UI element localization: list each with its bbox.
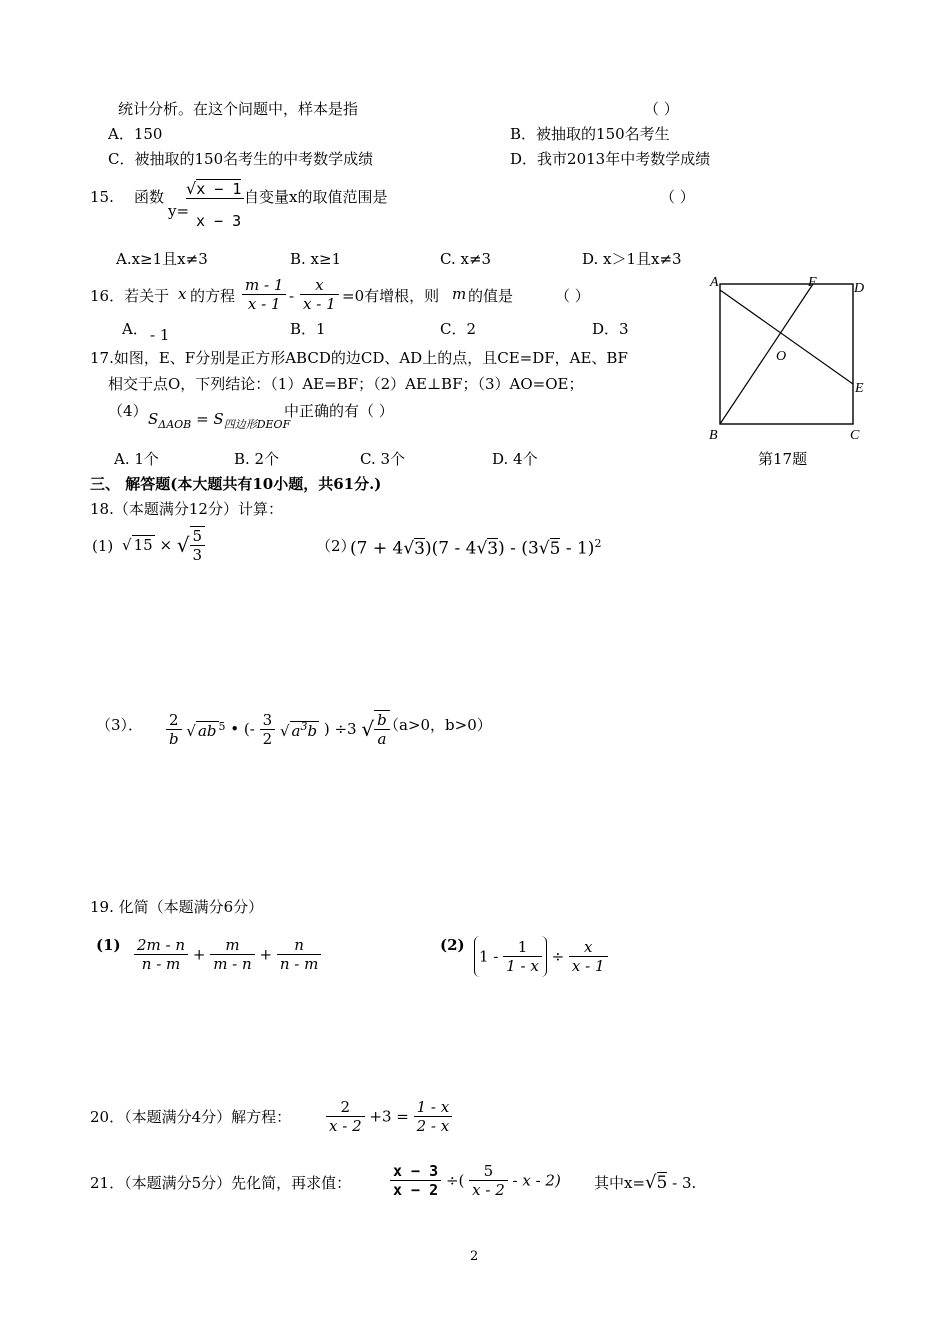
q21-divide: ÷( [445, 1171, 465, 1190]
q16-option-d: D．3 [592, 320, 629, 338]
q20-equation [326, 1098, 452, 1135]
q19-f1-den: n - m [141, 955, 181, 973]
q20-title: 20．（本题满分4分）解方程： [90, 1108, 292, 1126]
q18-title: 18.（本题满分12分）计算： [90, 500, 283, 518]
label-d: D [854, 281, 865, 296]
q20-f1-den: x - 2 [329, 1117, 362, 1135]
q20-plus: +3 = [369, 1107, 409, 1126]
q18-p3-frac2-num: 3 [260, 711, 276, 730]
sqrt-15: √ 15 [122, 536, 153, 554]
q17-line3-pre: （4） [108, 402, 148, 420]
q19-f4-num: 1 [503, 938, 542, 957]
q18-p1-radicand: 15 [133, 536, 153, 554]
q18-p2-radicand-2: 3 [487, 538, 499, 559]
q19-f3-den: n - m [279, 955, 319, 973]
q16-option-a-value: - 1 [150, 326, 170, 344]
q14-stem: 统计分析。在这个问题中，样本是指 [118, 100, 359, 118]
q19-f1-num: 2m - n [134, 936, 188, 955]
q16-x: x [178, 285, 187, 303]
q15-option-b: B. x≥1 [290, 250, 342, 268]
q17-line3-post: 中正确的有（ ） [284, 402, 394, 420]
q21-f1-den: x − 2 [393, 1181, 439, 1199]
q16-pre: 16．若关于 [90, 287, 170, 305]
q19-plus-2: + [259, 945, 273, 964]
q16-frac1-den: x - 1 [247, 295, 281, 313]
q16-minus: - [289, 287, 295, 305]
q18-p2-mid: )(7 - 4 [425, 538, 477, 559]
label-f: F [808, 275, 817, 290]
q19-f2-num: m [210, 936, 255, 955]
q17-line1: 17.如图，E、F分别是正方形ABCD的边CD、AD上的点，且CE=DF，AE、BF [90, 349, 628, 367]
segment-bf [720, 284, 813, 424]
q17-eq: = [196, 410, 209, 428]
q15-y: y= [168, 202, 190, 220]
q18-p1-times: × [159, 536, 173, 554]
section-3-heading: 三、 解答题(本大题共有10小题，共61分.) [90, 475, 382, 493]
q16-post: 的值是 [468, 287, 514, 305]
q18-p3-frac2-den: 2 [262, 729, 273, 748]
q19-f4-den: 1 - x [506, 957, 539, 975]
q15-post: 自变量x的取值范围是 [244, 188, 388, 206]
q15-option-a: A.x≥1且x≠3 [116, 250, 208, 268]
q16-option-b: B．1 [290, 320, 326, 338]
q20-f2-den: 2 - x [416, 1117, 450, 1135]
q21-where: 其中x=√5 - 3. [594, 1172, 697, 1193]
q17-option-d: D. 4个 [492, 450, 538, 468]
segment-ae [720, 290, 853, 384]
q19-f3-num: n [277, 936, 322, 955]
q16-m: m [452, 285, 467, 303]
q19-f2-den: m - n [213, 955, 252, 973]
label-b: B [709, 428, 718, 443]
q15-pre: 函数 [134, 188, 165, 206]
q18-p3-radicand-2b: b [307, 722, 318, 740]
q19-part2-label: (2) [440, 936, 465, 954]
q18-p3-radicand-2a: a [291, 722, 301, 740]
q16-mid: 的方程 [190, 287, 236, 305]
label-o: O [776, 349, 787, 364]
q17-option-a: A. 1个 [114, 450, 159, 468]
q18-part1-label: (1) [92, 537, 114, 555]
q15-option-c: C. x≠3 [440, 250, 492, 268]
q17-option-c: C. 3个 [360, 450, 406, 468]
q21-f2-den: x - 2 [472, 1181, 505, 1199]
q21-f1-num: x − 3 [390, 1162, 441, 1181]
q19-part1-label: (1) [96, 936, 121, 954]
q14-option-d: D．我市2013年中考数学成绩 [510, 150, 711, 168]
q15-answer-paren: （ ） [660, 188, 695, 206]
q14-option-a: A．150 [108, 125, 163, 143]
q21-tail: - 3. [667, 1174, 697, 1192]
q21-expression [390, 1162, 561, 1199]
q18-p3-dot: • [230, 720, 240, 738]
q18-p3-frac3-num: b [374, 711, 390, 730]
q21-rest: - x - 2) [512, 1171, 561, 1190]
q18-part3-expr: $\frac{2}{b}$ √ ab $^5$ • (- $\frac{3}{2}$ √ $a^3b$ ) ÷3 √ $\frac{b}{a}$ [166, 710, 390, 748]
q19-f5-num: x [569, 938, 608, 957]
q16-frac2-den: x - 1 [303, 295, 336, 313]
q17-figure [705, 272, 870, 447]
q21-radicand: 5 [656, 1173, 668, 1193]
q18-p3-frac1-num: 2 [166, 711, 182, 730]
q18-p2-open: (7 + 4 [350, 538, 404, 559]
q20-f2-num: 1 - x [414, 1098, 453, 1117]
q18-p3-divide: ) ÷3 [323, 720, 357, 738]
q17-area-aob [148, 410, 290, 434]
q18-p3-frac3-den: a [377, 730, 387, 748]
q21-title: 21．（本题满分5分）先化简，再求值： [90, 1174, 352, 1192]
q20-f1-num: 2 [326, 1098, 365, 1117]
q17-s2: S [213, 410, 224, 428]
q17-figure-caption: 第17题 [758, 450, 808, 468]
q15-option-d: D. x＞1且x≠3 [582, 250, 682, 268]
q18-p3-exp-1: 5 [218, 720, 226, 733]
q16-option-a-label: A． [122, 320, 148, 338]
q15-num-expr: x − 1 [196, 180, 242, 198]
q21-where-text: 其中x= [594, 1174, 646, 1192]
q18-p2-mid2: ) - (3 [498, 538, 539, 559]
q18-p1-frac-den: 3 [192, 546, 203, 564]
q17-s1-sub: ΔAOB [158, 418, 192, 431]
q17-s2-sub: 四边形DEOF [223, 418, 291, 431]
page-number: 2 [470, 1249, 479, 1264]
q17-option-b: B. 2个 [234, 450, 280, 468]
q19-divide: ÷ [551, 947, 565, 966]
q18-part3-label: （3）． [96, 716, 144, 734]
q14-answer-paren: （ ） [644, 100, 679, 118]
q18-part1-expr [122, 526, 205, 564]
q16-frac2 [300, 276, 339, 313]
q18-part2-expr: (7 + 4√3)(7 - 4√3) - (3√5 - 1)$^2$ [350, 537, 602, 559]
sqrt-fraction: √ [176, 533, 190, 557]
q19-plus-1: + [192, 945, 206, 964]
label-a: A [710, 275, 719, 290]
label-c: C [850, 428, 860, 443]
q18-p3-open: (- [243, 720, 255, 738]
q16-eq: =0有增根，则 [342, 287, 440, 305]
q19-p2-one: 1 - [479, 947, 499, 966]
q16-frac2-num: x [300, 276, 339, 295]
q15-number: 15. [90, 188, 114, 206]
square-abcd [720, 284, 853, 424]
q18-p2-square: 2 [594, 537, 602, 550]
q18-p1-frac-num: 5 [190, 527, 206, 546]
q18-p2-radicand-3: 5 [549, 538, 561, 559]
q17-line2: 相交于点O，下列结论：（1）AE=BF；（2）AE⊥BF；（3）AO=OE； [108, 375, 584, 393]
q18-part3-condition: （a>0，b>0） [384, 716, 492, 734]
q16-answer-paren: （ ） [555, 287, 590, 305]
q15-fraction-denominator: x − 3 [196, 212, 242, 230]
label-e: E [855, 381, 864, 396]
q16-frac1-num: m - 1 [242, 276, 286, 295]
q19-part1-expr [134, 936, 321, 973]
q19-title: 19. 化简（本题满分6分） [90, 898, 264, 916]
q14-option-b: B．被抽取的150名考生 [510, 125, 670, 143]
q18-part2-label: （2） [316, 537, 356, 555]
q18-p3-radicand-1: ab [197, 722, 217, 740]
q15-fraction-numerator: √x − 1 [186, 180, 244, 199]
q17-s1: S [148, 410, 159, 428]
q14-option-c: C．被抽取的150名考生的中考数学成绩 [108, 150, 374, 168]
q18-p3-exp-2: 3 [300, 720, 308, 733]
q21-f2-num: 5 [469, 1162, 508, 1181]
q19-part2-expr [474, 936, 608, 977]
q18-p2-end: - 1) [560, 538, 595, 559]
q16-frac1 [242, 276, 286, 313]
q18-p3-frac1-den: b [169, 729, 179, 748]
q16-option-c: C．2 [440, 320, 477, 338]
q19-f5-den: x - 1 [571, 957, 605, 975]
q18-p2-radicand-1: 3 [414, 538, 425, 559]
